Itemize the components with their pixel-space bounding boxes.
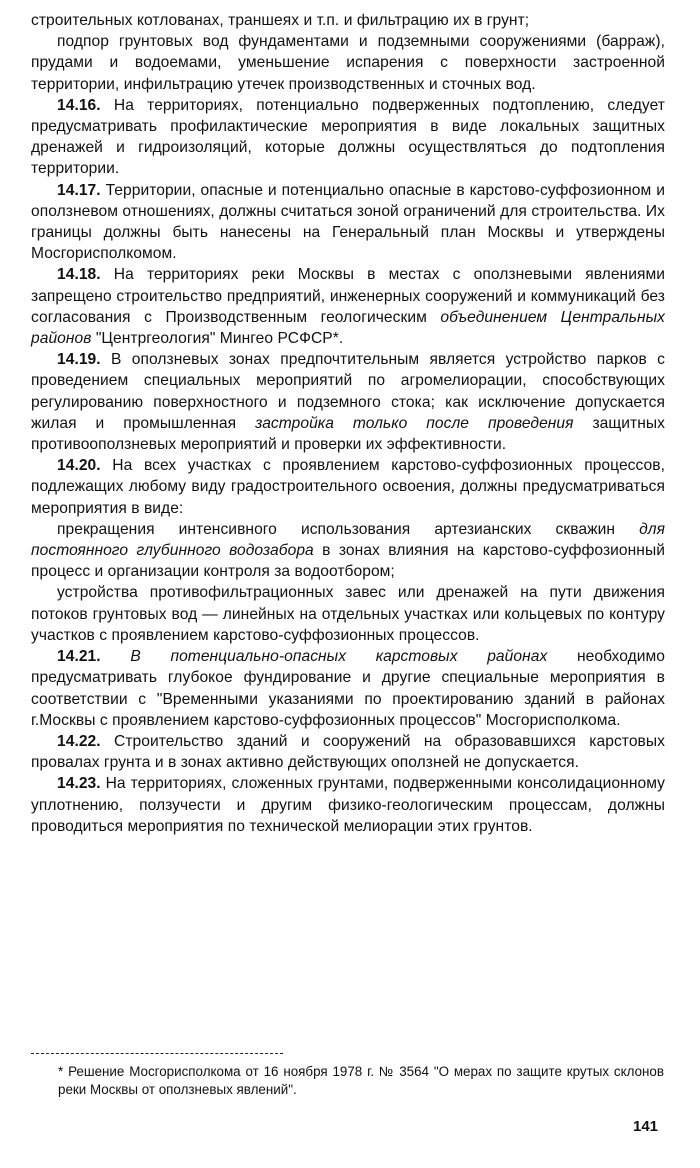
paragraph-text: устройства противофильтрационных завес или дренажей на пути движения потоков грунтовых вод — линейных на отдельных участках или кольцевых по контуру участков с проявлением карстово-суффозионных процессов. xyxy=(31,584,665,644)
paragraph-text: На всех участках с проявлением карстово-суффозионных процессов, подлежащих любому виду градостроительного освоения, должны предусматриваться мероприятия в виде: xyxy=(31,457,665,517)
paragraph-text: необходимо предусматривать глубокое фундирование и другие специальные мероприятия в соответствии с "Временными указаниями по проектированию зданий в районах г.Москвы с проявлением карстово-суффозионных процессов" Мосгорисполкома. xyxy=(31,648,665,729)
section-number: 14.22. xyxy=(57,732,101,750)
section-number: 14.21. xyxy=(57,648,101,666)
paragraph-italic-text: для постоянного глубинного водозабора xyxy=(31,520,665,560)
paragraph-text: строительных котлованах, траншеях и т.п. и фильтрацию их в грунт; xyxy=(31,12,530,29)
section-14-21 xyxy=(31,646,665,731)
section-14-18 xyxy=(31,264,665,349)
section-14-19 xyxy=(31,349,665,455)
paragraph-text: в зонах влияния на карстово-суффозионный процесс и организации контроля за водоотбором; xyxy=(31,542,665,581)
footnote-divider xyxy=(31,1053,283,1054)
section-14-22 xyxy=(31,731,665,773)
paragraph-text: Территории, опасные и потенциально опасные в карстово-суффозионном и оползневом отношениях, должны считаться зоной ограничений для строительства. xyxy=(31,181,665,220)
section-number: 14.19. xyxy=(57,351,101,369)
section-number: 14.18. xyxy=(57,266,101,284)
section-14-16 xyxy=(31,95,665,180)
section-number: 14.17. xyxy=(57,181,101,199)
footnote xyxy=(58,1063,664,1098)
paragraph-text: На территориях, потенциально подверженных подтоплению, следует предусматривать профилактические мероприятия в виде локальных защитных дренажей и гидроизоляций, которые должны осуществляться до подтопления территории. xyxy=(31,96,666,178)
section-14-20-item-b xyxy=(31,582,665,646)
section-number: 14.16. xyxy=(57,96,101,114)
paragraph-text: "Центргеология" Мингео РСФСР*. xyxy=(91,330,344,348)
section-14-17 xyxy=(31,180,665,265)
paragraph-italic-text: застройка только после проведения xyxy=(255,414,574,432)
paragraph-text: На территориях, сложенных грунтами, подверженными консолидационному уплотнению, ползучести и другим физико-геологическим процессам, должны проводиться мероприятия по технической мелиорации этих грунтов. xyxy=(31,775,665,835)
section-14-20 xyxy=(31,455,665,519)
paragraph-continuation-2 xyxy=(31,31,665,95)
page-number: 141 xyxy=(633,1118,659,1135)
section-14-23 xyxy=(31,773,665,837)
section-number: 14.23. xyxy=(57,775,101,793)
paragraph-italic-text: В потенциально-опасных карстовых районах xyxy=(130,648,548,666)
section-number: 14.20. xyxy=(57,457,101,475)
paragraph-text: прекращения интенсивного использования артезианских скважин xyxy=(57,520,640,538)
footnote-text: Решение Мосгорисполкома от 16 ноября 1978 г. № 3564 "О мерах по защите крутых склонов реки Москвы от оползневых явлений". xyxy=(58,1064,664,1097)
section-14-20-item-a xyxy=(31,519,665,583)
paragraph-text: защитных противооползневых мероприятий и проверки их эффективности. xyxy=(31,414,665,454)
paragraph-text: На территориях реки Москвы в местах с оползневыми явлениями запрещено строительство предприятий, инженерных сооружений и коммуникаций без согласования с Производственным геологическим xyxy=(31,266,665,326)
paragraph-text: Строительство зданий и сооружений на образовавшихся карстовых провалах грунта и в зонах активно действующих оползней не допускается. xyxy=(31,732,665,772)
paragraph-text: В оползневых зонах предпочтительным является устройство парков с проведением специальных мероприятий по агромелиорации, способствующих регулированию поверхностного и подземного стока; как исключение допускается жилая и промышленная xyxy=(31,351,665,432)
paragraph-continuation-1 xyxy=(31,10,665,31)
document-page xyxy=(31,10,665,837)
paragraph-italic-text: объединением Центральных районов xyxy=(31,308,665,348)
paragraph-text: подпор грунтовых вод фундаментами и подземными сооружениями (барраж), прудами и водоемами, уменьшение испарения с поверхности застроенной территории, инфильтрацию утечек производственных и сточных вод. xyxy=(31,33,665,93)
footnote-marker: * xyxy=(58,1064,64,1079)
paragraph-text: Их границы должны быть нанесены на Генеральный план Москвы и утверждены Мосгорисполкомом. xyxy=(31,202,665,263)
